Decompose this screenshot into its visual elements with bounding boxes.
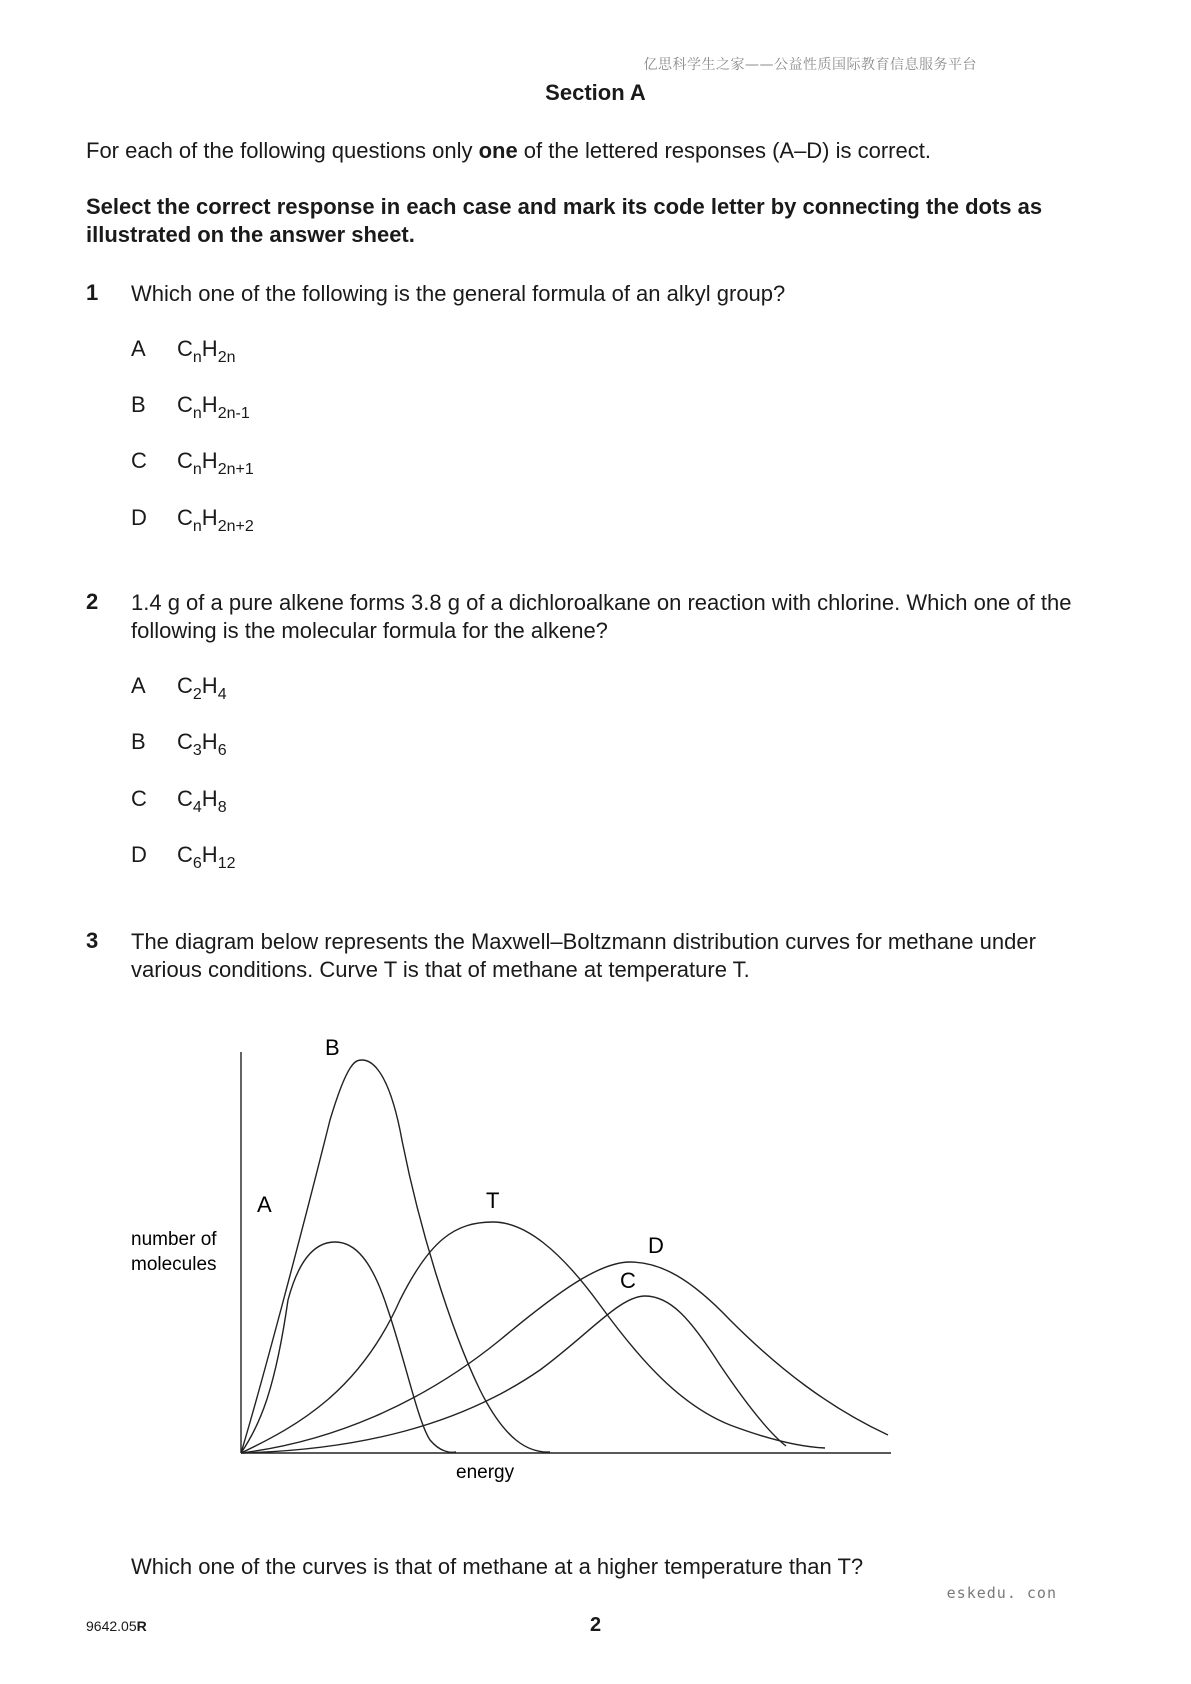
curve-label-b: B [325, 1035, 340, 1060]
q2-option-b-letter[interactable]: B [131, 729, 146, 754]
q1-option-a-letter[interactable]: A [131, 336, 146, 361]
watermark-text: 亿思科学生之家——公益性质国际教育信息服务平台 [643, 57, 977, 73]
paper-code-suffix: R [136, 1618, 147, 1634]
formula-element: H [201, 786, 218, 811]
y-axis-label-line-2: molecules [131, 1254, 217, 1275]
q1-option-d-letter[interactable]: D [131, 505, 147, 530]
formula-element: H [201, 392, 218, 417]
formula-element: H [201, 336, 218, 361]
formula-subscript: 2 [192, 686, 202, 703]
formula-subscript: 4 [217, 686, 227, 703]
formula-subscript: n [192, 518, 202, 535]
formula-subscript: n [192, 405, 202, 422]
question-3-text: The diagram below represents the Maxwell–Boltzmann distribution curves for methane under various conditions. Curve T is that of methane at temperature T. [131, 929, 1036, 982]
paper-code-number: 9642.05 [86, 1618, 137, 1634]
formula-element: C [177, 505, 193, 530]
question-1-number: 1 [86, 280, 99, 305]
formula-subscript: 2n+2 [217, 518, 254, 535]
instruction-emphasis: one [478, 138, 518, 163]
formula-element: C [177, 842, 193, 867]
curve-label-c: C [620, 1268, 636, 1293]
question-2-number: 2 [86, 589, 99, 614]
formula-subscript: 3 [192, 742, 202, 759]
curve-label-t: T [486, 1188, 500, 1213]
formula-subscript: 2n [217, 349, 236, 366]
curve-d [241, 1262, 888, 1453]
formula-element: C [177, 786, 193, 811]
formula-subscript: 12 [217, 855, 236, 872]
instruction-text-end: of the lettered responses (A–D) is correct. [517, 138, 931, 163]
question-1-text: Which one of the following is the general formula of an alkyl group? [131, 281, 786, 306]
formula-subscript: 2n+1 [217, 461, 254, 478]
curve-c [241, 1296, 786, 1453]
curve-a [241, 1242, 456, 1453]
instruction-text-start: For each of the following questions only [86, 138, 479, 163]
instruction-line-2: Select the correct response in each case and mark its code letter by connecting the dots as illustrated on the answer sheet. [86, 194, 1043, 247]
formula-element: C [177, 336, 193, 361]
q2-option-d-letter[interactable]: D [131, 842, 147, 867]
q2-option-c-letter[interactable]: C [131, 786, 147, 811]
formula-element: H [201, 673, 218, 698]
formula-element: H [201, 842, 218, 867]
y-axis-label-line-1: number of [131, 1229, 217, 1250]
page-number: 2 [589, 1614, 602, 1636]
q1-option-c-letter[interactable]: C [131, 448, 147, 473]
x-axis-label: energy [456, 1462, 515, 1483]
formula-subscript: 6 [217, 742, 227, 759]
formula-element: C [177, 729, 193, 754]
site-watermark: eskedu. con [946, 1584, 1057, 1602]
section-title: Section A [545, 80, 646, 105]
q2-option-a-letter[interactable]: A [131, 673, 146, 698]
formula-element: C [177, 392, 193, 417]
formula-element: C [177, 673, 193, 698]
formula-element: H [201, 505, 218, 530]
curve-t [241, 1222, 825, 1453]
q1-option-b-letter[interactable]: B [131, 392, 146, 417]
formula-element: H [201, 448, 218, 473]
formula-subscript: 8 [217, 799, 227, 816]
curve-b [241, 1060, 550, 1453]
formula-subscript: 6 [192, 855, 202, 872]
question-2-text: 1.4 g of a pure alkene forms 3.8 g of a dichloroalkane on reaction with chlorine. Which one of the following is the molecular formula for the alkene? [131, 590, 1072, 643]
formula-subscript: n [192, 349, 202, 366]
question-3-number: 3 [86, 928, 99, 953]
curve-label-a: A [257, 1192, 272, 1217]
formula-subscript: 2n-1 [217, 405, 250, 422]
formula-subscript: n [192, 461, 202, 478]
curve-label-d: D [648, 1233, 664, 1258]
formula-element: C [177, 448, 193, 473]
question-3-followup: Which one of the curves is that of methane at a higher temperature than T? [131, 1554, 864, 1579]
formula-element: H [201, 729, 218, 754]
formula-subscript: 4 [192, 799, 202, 816]
